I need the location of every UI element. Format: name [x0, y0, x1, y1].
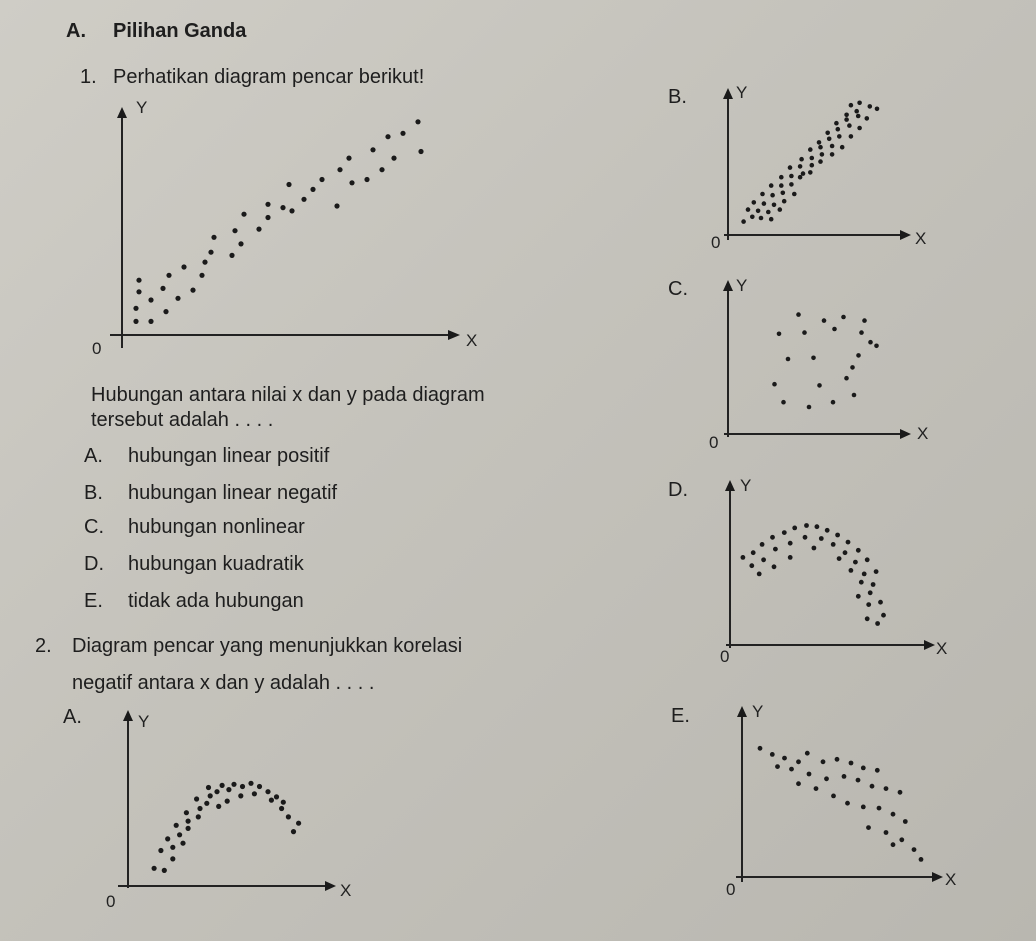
scatter-point [211, 235, 216, 240]
scatter-point [400, 131, 405, 136]
scatter-point [868, 104, 873, 109]
scatter-point [301, 197, 306, 202]
scatter-point [844, 113, 849, 118]
q1-option-a-letter: A. [84, 445, 103, 467]
scatter-point [772, 203, 777, 208]
scatter-point [875, 621, 880, 626]
scatter-point [752, 200, 757, 205]
scatter-point [830, 144, 835, 149]
scatter-point [856, 778, 861, 783]
scatter-point [827, 137, 832, 142]
scatter-point [824, 776, 829, 781]
scatter-point [830, 152, 835, 157]
scatter-point [859, 580, 864, 585]
scatter-point [265, 202, 270, 207]
scatter-point [812, 546, 817, 551]
scatter-point [792, 526, 797, 531]
scatter-point [232, 228, 237, 233]
origin-label: 0 [709, 433, 719, 452]
scatter-point [862, 318, 867, 323]
scatter-point [861, 805, 866, 810]
x-axis-label: X [945, 870, 957, 889]
q1-option-b-text: hubungan linear negatif [128, 482, 338, 504]
scatter-points [772, 312, 879, 409]
scatter-point [760, 192, 765, 197]
scatter-point [769, 183, 774, 188]
scatter-point [859, 330, 864, 335]
section-title: Pilihan Ganda [113, 20, 247, 42]
scatter-point [162, 868, 167, 873]
scatter-point [279, 806, 284, 811]
scatter-point [310, 187, 315, 192]
scatter-point [238, 241, 243, 246]
scatter-point [842, 774, 847, 779]
scatter-point [807, 405, 812, 410]
scatter-point [835, 533, 840, 538]
x-axis-label: X [915, 229, 927, 248]
q1-prompt: Perhatikan diagram pencar berikut! [113, 66, 425, 88]
scatter-point [796, 781, 801, 786]
scatter-point [871, 582, 876, 587]
q2-number: 2. [35, 635, 52, 657]
scatter-point [415, 119, 420, 124]
q1-option-d-letter: D. [84, 553, 104, 575]
scatter-point [229, 253, 234, 258]
scatter-plot-option-e[interactable] [710, 696, 970, 911]
scatter-point [899, 837, 904, 842]
scatter-point [136, 278, 141, 283]
scatter-point [238, 793, 243, 798]
q1-question-line2: tersebut adalah . . . . [91, 409, 274, 431]
scatter-point [231, 782, 236, 787]
scatter-point [370, 147, 375, 152]
scatter-point [875, 107, 880, 112]
scatter-plot-option-b[interactable] [700, 80, 940, 255]
scatter-point [751, 550, 756, 555]
scatter-point [868, 340, 873, 345]
y-axis-arrow-icon [117, 107, 127, 118]
scatter-point [286, 814, 291, 819]
scatter-point [136, 289, 141, 294]
scatter-point [281, 800, 286, 805]
scatter-point [782, 530, 787, 535]
scatter-plot-main [80, 95, 500, 365]
scatter-point [241, 212, 246, 217]
scatter-point [807, 772, 812, 777]
scatter-point [788, 165, 793, 170]
q1-option-a-text: hubungan linear positif [128, 445, 330, 467]
scatter-point [801, 171, 806, 176]
scatter-point [852, 393, 857, 398]
scatter-point [166, 273, 171, 278]
scatter-point [856, 548, 861, 553]
scatter-points [741, 101, 879, 224]
scatter-point [796, 312, 801, 317]
scatter-point [891, 812, 896, 817]
scatter-point [821, 759, 826, 764]
y-axis-label: Y [138, 712, 150, 731]
scatter-point [789, 767, 794, 772]
scatter-point [216, 804, 221, 809]
y-axis-arrow-icon [723, 280, 733, 291]
scatter-point [865, 116, 870, 121]
scatter-point [811, 356, 816, 361]
scatter-point [798, 164, 803, 169]
origin-label: 0 [720, 647, 730, 666]
y-axis-label: Y [736, 83, 748, 102]
scatter-point [319, 177, 324, 182]
scatter-point [772, 564, 777, 569]
scatter-point [174, 823, 179, 828]
origin-label: 0 [106, 892, 116, 911]
scatter-point [758, 746, 763, 751]
scatter-point [789, 182, 794, 187]
scatter-point [208, 793, 213, 798]
scatter-point [280, 205, 285, 210]
x-axis-arrow-icon [900, 230, 911, 240]
scatter-point [822, 318, 827, 323]
scatter-point [779, 175, 784, 180]
scatter-point [798, 175, 803, 180]
option-e-plot-label[interactable]: E. [671, 705, 690, 727]
scatter-point [240, 784, 245, 789]
scatter-point [792, 192, 797, 197]
scatter-point [817, 140, 822, 145]
scatter-points [152, 781, 302, 873]
scatter-point [805, 751, 810, 756]
origin-label: 0 [711, 233, 721, 252]
scatter-point [220, 783, 225, 788]
option-c-plot-label[interactable]: C. [668, 278, 688, 300]
scatter-point [756, 209, 761, 214]
q1-option-d[interactable] [84, 553, 304, 576]
origin-label: 0 [92, 339, 102, 358]
scatter-point [741, 219, 746, 224]
scatter-point [391, 156, 396, 161]
scatter-point [849, 568, 854, 573]
scatter-point [199, 273, 204, 278]
scatter-point [160, 286, 165, 291]
scatter-point [819, 536, 824, 541]
scatter-point [846, 540, 851, 545]
scatter-point [782, 199, 787, 204]
scatter-point [837, 134, 842, 139]
scatter-point [857, 101, 862, 106]
scatter-point [385, 134, 390, 139]
x-axis-arrow-icon [325, 881, 336, 891]
scatter-point [346, 156, 351, 161]
scatter-point [820, 152, 825, 157]
y-axis-label: Y [136, 98, 148, 117]
scatter-point [808, 147, 813, 152]
scatter-point [256, 227, 261, 232]
option-a-plot-label[interactable]: A. [63, 706, 82, 728]
scatter-point [831, 400, 836, 405]
scatter-point [861, 766, 866, 771]
scatter-point [825, 528, 830, 533]
scatter-point [133, 306, 138, 311]
origin-label: 0 [726, 880, 736, 899]
scatter-point [835, 757, 840, 762]
scatter-point [226, 787, 231, 792]
scatter-point [133, 319, 138, 324]
scatter-point [836, 127, 841, 132]
scatter-point [148, 297, 153, 302]
scatter-point [286, 182, 291, 187]
scatter-point [778, 207, 783, 212]
x-axis-arrow-icon [900, 429, 911, 439]
x-axis-label: X [340, 881, 352, 900]
option-d-plot-label[interactable]: D. [668, 479, 688, 501]
x-axis-arrow-icon [932, 872, 943, 882]
q1-option-a[interactable] [84, 445, 329, 468]
q1-number: 1. [80, 66, 97, 88]
scatter-point [175, 296, 180, 301]
scatter-point [877, 806, 882, 811]
scatter-point [274, 794, 279, 799]
option-b-plot-label[interactable]: B. [668, 86, 687, 108]
scatter-point [777, 332, 782, 337]
q2-line2: negatif antara x dan y adalah . . . . [72, 672, 375, 694]
scatter-point [875, 768, 880, 773]
scatter-point [818, 159, 823, 164]
scatter-point [782, 756, 787, 761]
x-axis-arrow-icon [448, 330, 460, 340]
scatter-point [919, 857, 924, 862]
scatter-point [866, 602, 871, 607]
q1-option-c[interactable] [84, 516, 305, 539]
scatter-point [197, 806, 202, 811]
scatter-point [248, 781, 253, 786]
scatter-point [186, 826, 191, 831]
scatter-point [802, 330, 807, 335]
scatter-point [194, 796, 199, 801]
scatter-point [269, 798, 274, 803]
scatter-point [152, 866, 157, 871]
scatter-point [808, 170, 813, 175]
q1-question-line1: Hubungan antara nilai x dan y pada diagram [91, 384, 485, 406]
q1-option-e-letter: E. [84, 590, 103, 612]
scatter-point [749, 563, 754, 568]
scatter-point [850, 365, 855, 370]
scatter-point [874, 344, 879, 349]
scatter-point [854, 109, 859, 114]
scatter-point [799, 157, 804, 162]
scatter-point [337, 167, 342, 172]
section-letter: A. [66, 20, 86, 42]
q1-option-c-letter: C. [84, 516, 104, 538]
scatter-point [750, 215, 755, 220]
scatter-point [208, 250, 213, 255]
scatter-point [265, 215, 270, 220]
scatter-point [847, 123, 852, 128]
q1-option-e[interactable] [84, 590, 304, 613]
scatter-point [832, 327, 837, 332]
scatter-point [762, 201, 767, 206]
scatter-point [884, 830, 889, 835]
y-axis-arrow-icon [123, 710, 133, 721]
scatter-point [786, 357, 791, 362]
scatter-point [891, 842, 896, 847]
scatter-point [796, 759, 801, 764]
scatter-point [788, 541, 793, 546]
scatter-point [766, 210, 771, 215]
scatter-point [841, 315, 846, 320]
scatter-point [837, 556, 842, 561]
scatter-point [257, 784, 262, 789]
scatter-point [186, 819, 191, 824]
scatter-point [196, 814, 201, 819]
y-axis-label: Y [740, 476, 752, 495]
scatter-points [133, 119, 423, 324]
scatter-point [770, 535, 775, 540]
scatter-point [225, 799, 230, 804]
scatter-point [856, 594, 861, 599]
scatter-point [849, 134, 854, 139]
scatter-point [840, 145, 845, 150]
scatter-point [874, 569, 879, 574]
scatter-point [181, 264, 186, 269]
scatter-point [831, 542, 836, 547]
scatter-point [857, 126, 862, 131]
scatter-point [180, 841, 185, 846]
scatter-point [746, 207, 751, 212]
scatter-point [204, 801, 209, 806]
scatter-point [252, 791, 257, 796]
scatter-point [814, 786, 819, 791]
scatter-point [772, 382, 777, 387]
scatter-point [775, 764, 780, 769]
x-axis-label: X [466, 331, 478, 350]
scatter-point [158, 848, 163, 853]
scatter-point [818, 145, 823, 150]
scatter-point [148, 319, 153, 324]
scatter-point [334, 203, 339, 208]
scatter-point [349, 180, 354, 185]
scatter-point [870, 784, 875, 789]
scatter-point [865, 557, 870, 562]
scatter-point [265, 789, 270, 794]
scatter-point [844, 117, 849, 122]
x-axis-label: X [917, 424, 929, 443]
scatter-point [202, 260, 207, 265]
scatter-point [214, 789, 219, 794]
scatter-point [884, 786, 889, 791]
scatter-point [770, 193, 775, 198]
scatter-point [856, 114, 861, 119]
scatter-point [878, 600, 883, 605]
scatter-point [815, 524, 820, 529]
scatter-point [843, 550, 848, 555]
scatter-point [881, 613, 886, 618]
scatter-point [810, 163, 815, 168]
scatter-point [853, 560, 858, 565]
scatter-point [165, 836, 170, 841]
scatter-point [163, 309, 168, 314]
scatter-point [296, 821, 301, 826]
scatter-point [759, 216, 764, 221]
scatter-point [817, 383, 822, 388]
scatter-point [844, 376, 849, 381]
q1-option-b[interactable] [84, 482, 337, 505]
y-axis-arrow-icon [723, 88, 733, 99]
x-axis-arrow-icon [924, 640, 935, 650]
scatter-point [760, 542, 765, 547]
scatter-point [418, 149, 423, 154]
scatter-point [903, 819, 908, 824]
scatter-point [831, 794, 836, 799]
q1-option-b-letter: B. [84, 482, 103, 504]
scatter-plot-option-a[interactable] [100, 700, 370, 915]
scatter-point [810, 156, 815, 161]
scatter-point [866, 825, 871, 830]
y-axis-arrow-icon [737, 706, 747, 717]
scatter-point [769, 217, 774, 222]
scatter-point [788, 555, 793, 560]
x-axis-label: X [936, 639, 948, 658]
scatter-point [379, 167, 384, 172]
scatter-point [856, 353, 861, 358]
scatter-point [781, 191, 786, 196]
scatter-point [834, 121, 839, 126]
scatter-point [741, 555, 746, 560]
q2-line1: Diagram pencar yang menunjukkan korelasi [72, 635, 463, 657]
scatter-plot-option-c[interactable] [700, 272, 940, 457]
scatter-point [190, 288, 195, 293]
q1-option-c-text: hubungan nonlinear [128, 516, 305, 538]
scatter-point [177, 832, 182, 837]
scatter-point [789, 174, 794, 179]
y-axis-label: Y [736, 276, 748, 295]
scatter-point [206, 785, 211, 790]
q1-option-e-text: tidak ada hubungan [128, 590, 304, 612]
y-axis-label: Y [752, 702, 764, 721]
scatter-point [898, 790, 903, 795]
scatter-plot-option-d[interactable] [700, 470, 950, 670]
y-axis-arrow-icon [725, 480, 735, 491]
scatter-point [868, 590, 873, 595]
scatter-point [289, 208, 294, 213]
scatter-point [845, 801, 850, 806]
q1-option-d-text: hubungan kuadratik [128, 553, 304, 575]
scatter-point [779, 183, 784, 188]
scatter-point [849, 103, 854, 108]
scatter-point [184, 810, 189, 815]
scatter-point [804, 523, 809, 528]
scatter-point [757, 572, 762, 577]
scatter-points [758, 746, 924, 862]
scatter-point [761, 557, 766, 562]
scatter-point [770, 752, 775, 757]
scatter-point [364, 177, 369, 182]
scatter-point [862, 572, 867, 577]
scatter-point [170, 845, 175, 850]
scatter-point [849, 761, 854, 766]
scatter-point [912, 847, 917, 852]
scatter-point [803, 535, 808, 540]
scatter-point [773, 547, 778, 552]
scatter-point [781, 400, 786, 405]
scatter-point [825, 131, 830, 136]
scatter-point [865, 616, 870, 621]
scatter-points [741, 523, 886, 626]
scatter-point [170, 856, 175, 861]
scatter-point [291, 829, 296, 834]
